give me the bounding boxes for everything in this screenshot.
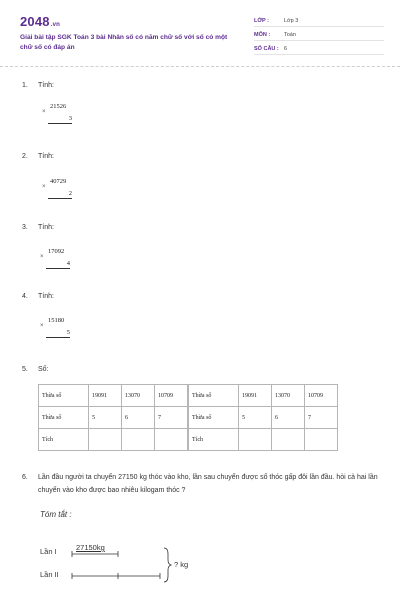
question-1-label: Tính:: [38, 82, 54, 89]
multiplier: 3: [68, 115, 72, 122]
row2-label: Lần II: [40, 570, 59, 579]
document-title: Giải bài tập SGK Toán 3 bài Nhân số có năm chữ số với số có một chữ số có đáp án: [20, 34, 228, 51]
table-cell: 7: [155, 407, 188, 429]
answer-cell[interactable]: [305, 429, 338, 451]
table-cell: 7: [305, 407, 338, 429]
answer-cell[interactable]: [122, 429, 155, 451]
meta-count-value: 6: [284, 46, 288, 52]
question-3-multiplication: [40, 248, 70, 272]
question-6-text: Lần đầu người ta chuyển 27150 kg thóc vào kho, lần sau chuyển được số thóc gấp đôi lần đầu. hỏi cả hai lần chuyển vào kho được bao nhiêu kilogam thóc ?: [38, 474, 378, 494]
table-cell: Thừa số: [39, 407, 89, 429]
question-3-number: 3.: [22, 224, 28, 231]
answer-cell[interactable]: [155, 429, 188, 451]
page-header: [0, 0, 400, 64]
question-2-multiplication: [42, 178, 72, 202]
summary-title: Tóm tắt :: [40, 510, 72, 519]
result-line: [48, 123, 72, 124]
factor-table-left: [38, 384, 188, 451]
table-row: [189, 385, 338, 407]
logo-main: 2048: [20, 14, 50, 29]
table-cell: 10709: [305, 385, 338, 407]
result-line: [46, 337, 70, 338]
table-cell: 13070: [122, 385, 155, 407]
multiplicand: 21526: [50, 103, 67, 110]
table-cell: 6: [122, 407, 155, 429]
segment-lines: [0, 530, 400, 600]
question-2-label: Tính:: [38, 153, 54, 160]
times-sign: ×: [42, 109, 46, 115]
times-sign: ×: [40, 254, 44, 260]
multiplicand: 40729: [50, 178, 67, 185]
meta-class-value: Lớp 3: [284, 18, 299, 24]
result-line: [46, 268, 70, 269]
total-brace: [164, 548, 171, 582]
multiplier: 2: [68, 190, 72, 197]
times-sign: ×: [42, 184, 46, 190]
table-row: [189, 407, 338, 429]
multiplier: 4: [66, 260, 70, 267]
header-divider: [0, 66, 400, 67]
table-cell: Thừa số: [39, 385, 89, 407]
table-cell: Thừa số: [189, 407, 239, 429]
answer-cell[interactable]: [89, 429, 122, 451]
question-4-multiplication: [40, 317, 70, 341]
meta-class-key: LỚP :: [254, 18, 269, 24]
total-label: ? kg: [174, 560, 189, 569]
row1-value: 27150kg: [76, 543, 105, 552]
result-line: [48, 198, 72, 199]
answer-cell[interactable]: [239, 429, 272, 451]
question-5-label: Số:: [38, 366, 49, 373]
meta-class: [254, 16, 384, 27]
site-logo[interactable]: [20, 14, 60, 29]
times-sign: ×: [40, 323, 44, 329]
table-cell: 5: [89, 407, 122, 429]
table-cell: Tích: [39, 429, 89, 451]
question-4-number: 4.: [22, 293, 28, 300]
multiplicand: 15180: [48, 317, 65, 324]
meta-subject-value: Toán: [284, 32, 296, 38]
table-cell: 19091: [239, 385, 272, 407]
question-6-number: 6.: [22, 474, 28, 481]
table-cell: 10709: [155, 385, 188, 407]
table-row: [39, 385, 188, 407]
table-cell: Tích: [189, 429, 239, 451]
answer-cell[interactable]: [272, 429, 305, 451]
question-1-multiplication: [42, 103, 72, 127]
question-2-number: 2.: [22, 153, 28, 160]
question-4-label: Tính:: [38, 293, 54, 300]
table-cell: 5: [239, 407, 272, 429]
table-cell: 13070: [272, 385, 305, 407]
multiplier: 5: [66, 329, 70, 336]
factor-table-right: [188, 384, 338, 451]
row1-label: Lần I: [40, 547, 57, 556]
table-cell: 19091: [89, 385, 122, 407]
question-3-label: Tính:: [38, 224, 54, 231]
segment-diagram: [0, 530, 400, 600]
table-cell: 6: [272, 407, 305, 429]
question-5-number: 5.: [22, 366, 28, 373]
meta-subject: [254, 30, 384, 41]
table-row: [189, 429, 338, 451]
multiplicand: 17092: [48, 248, 65, 255]
meta-count-key: SỐ CÂU :: [254, 46, 279, 52]
meta-count: [254, 44, 384, 55]
logo-sub: .vn: [50, 22, 61, 28]
table-cell: Thừa số: [189, 385, 239, 407]
table-row: [39, 407, 188, 429]
table-row: [39, 429, 188, 451]
meta-subject-key: MÔN :: [254, 32, 271, 38]
question-1-number: 1.: [22, 82, 28, 89]
